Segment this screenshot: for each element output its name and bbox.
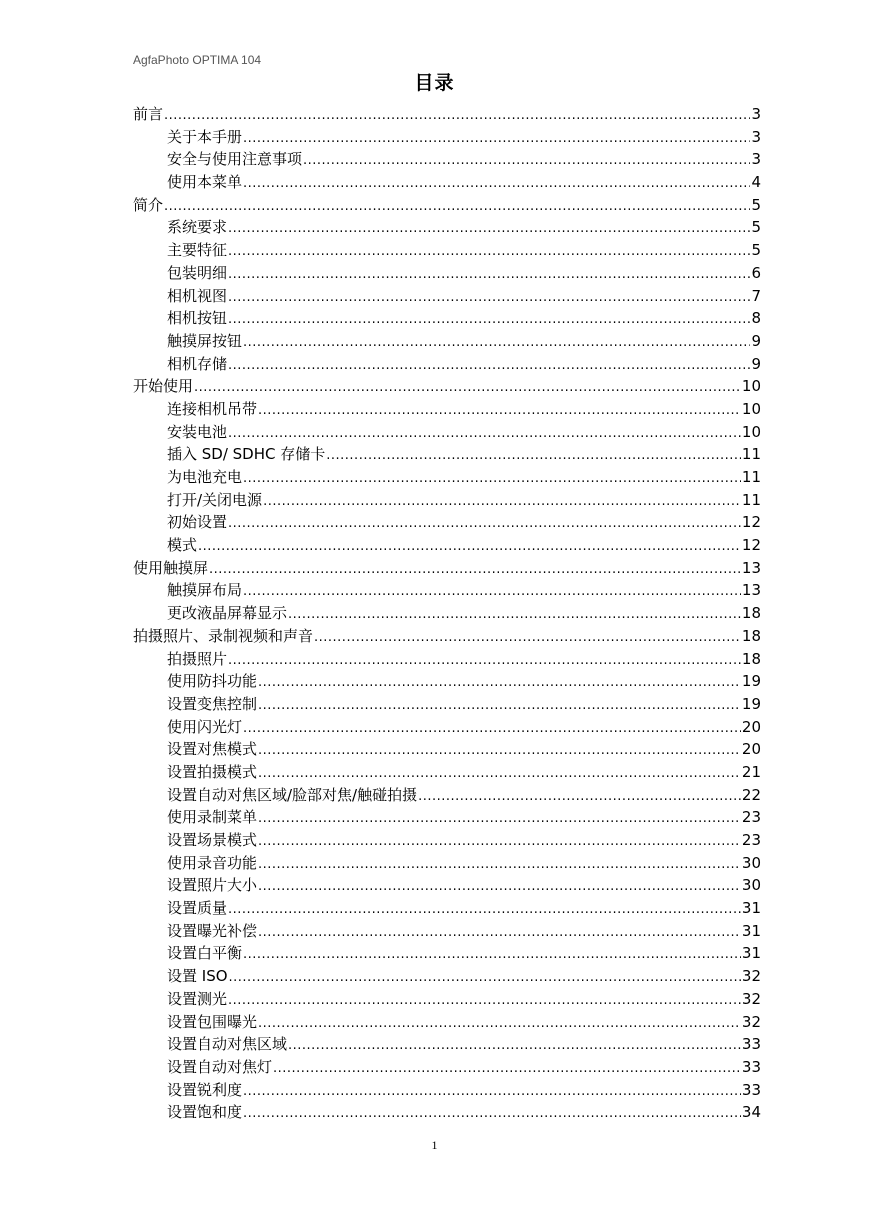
dot-leader <box>164 105 750 128</box>
dot-leader <box>228 355 750 378</box>
toc-entry-page: 5 <box>751 241 761 260</box>
toc-entry-label: 设置自动对焦区域/脸部对焦/触碰拍摄 <box>167 785 418 804</box>
dot-leader <box>258 672 741 695</box>
toc-entry-label: 前言 <box>133 105 164 123</box>
dot-leader <box>258 831 741 854</box>
dot-leader <box>273 1058 741 1081</box>
toc-entry[interactable] <box>133 920 761 943</box>
toc-entry-page: 18 <box>741 626 761 645</box>
toc-entry-page: 9 <box>751 331 761 350</box>
toc-entry-page: 9 <box>751 354 761 373</box>
toc-entry-label: 设置自动对焦灯 <box>167 1057 273 1076</box>
toc-entry-label: 插入 SD/ SDHC 存储卡 <box>167 445 326 464</box>
toc-entry[interactable] <box>133 761 761 784</box>
dot-leader <box>243 468 741 491</box>
dot-leader <box>326 445 741 468</box>
toc-entry[interactable] <box>133 625 761 648</box>
dot-leader <box>228 218 750 241</box>
toc-entry[interactable] <box>133 1079 761 1102</box>
running-header: AgfaPhoto OPTIMA 104 <box>133 53 262 67</box>
toc-entry[interactable] <box>133 466 761 489</box>
dot-leader <box>288 604 741 627</box>
toc-entry-page: 3 <box>751 127 761 146</box>
dot-leader <box>243 1103 741 1126</box>
page-number: 1 <box>431 1138 438 1152</box>
dot-leader <box>258 400 741 423</box>
toc-entry-page: 18 <box>741 649 761 668</box>
toc-entry-page: 20 <box>741 740 761 759</box>
toc-entry[interactable] <box>133 285 761 308</box>
table-of-contents <box>133 103 761 1124</box>
toc-entry[interactable] <box>133 126 761 149</box>
toc-entry-label: 设置照片大小 <box>167 876 258 895</box>
toc-entry-label: 相机存储 <box>167 354 228 373</box>
toc-entry-label: 打开/关闭电源 <box>167 490 263 509</box>
toc-entry[interactable] <box>133 1056 761 1079</box>
toc-entry[interactable] <box>133 670 761 693</box>
toc-entry-page: 12 <box>741 536 761 555</box>
toc-entry[interactable] <box>133 806 761 829</box>
toc-entry[interactable] <box>133 148 761 171</box>
toc-entry[interactable] <box>133 716 761 739</box>
toc-entry-page: 11 <box>741 468 761 486</box>
toc-entry-label: 使用录音功能 <box>167 853 258 872</box>
toc-entry-label: 设置饱和度 <box>167 1103 243 1122</box>
toc-entry-label: 拍摄照片、录制视频和声音 <box>133 626 314 645</box>
toc-entry-label: 开始使用 <box>133 377 194 396</box>
dot-leader <box>258 854 741 877</box>
toc-entry[interactable] <box>133 330 761 353</box>
toc-entry-label: 设置场景模式 <box>167 831 258 849</box>
toc-entry-label: 设置锐利度 <box>167 1080 243 1099</box>
toc-entry-label: 使用触摸屏 <box>133 558 209 577</box>
toc-entry-label: 关于本手册 <box>167 127 243 146</box>
toc-entry[interactable] <box>133 1033 761 1056</box>
toc-entry[interactable] <box>133 307 761 330</box>
toc-entry[interactable] <box>133 693 761 716</box>
toc-entry-label: 使用本菜单 <box>167 173 243 192</box>
dot-leader <box>228 264 750 287</box>
toc-entry-label: 为电池充电 <box>167 468 243 486</box>
toc-entry[interactable] <box>133 262 761 285</box>
toc-entry-page: 13 <box>741 581 761 600</box>
dot-leader <box>258 695 741 718</box>
toc-entry[interactable] <box>133 738 761 761</box>
toc-entry-label: 安全与使用注意事项 <box>167 150 303 169</box>
toc-entry-page: 10 <box>741 422 761 441</box>
toc-entry-label: 设置质量 <box>167 899 228 918</box>
dot-leader <box>303 150 750 173</box>
toc-entry[interactable] <box>133 988 761 1011</box>
toc-entry-label: 设置 ISO <box>167 967 228 986</box>
toc-entry-label: 设置变焦控制 <box>167 694 258 713</box>
toc-entry-label: 安装电池 <box>167 422 228 441</box>
toc-entry-label: 设置自动对焦区域 <box>167 1035 288 1054</box>
dot-leader <box>258 808 741 831</box>
dot-leader <box>258 876 741 899</box>
dot-leader <box>243 332 750 355</box>
toc-entry[interactable] <box>133 1011 761 1034</box>
dot-leader <box>243 718 741 741</box>
toc-entry-page: 10 <box>741 377 761 396</box>
toc-entry-label: 连接相机吊带 <box>167 399 258 418</box>
dot-leader <box>258 763 741 786</box>
dot-leader <box>228 990 741 1013</box>
toc-entry-page: 30 <box>741 853 761 872</box>
toc-entry-label: 相机视图 <box>167 286 228 305</box>
dot-leader <box>194 377 741 400</box>
toc-entry-page: 18 <box>741 604 761 623</box>
dot-leader <box>229 967 741 990</box>
toc-entry[interactable] <box>133 942 761 965</box>
toc-entry-page: 33 <box>741 1057 761 1076</box>
toc-entry-page: 32 <box>741 967 761 986</box>
toc-entry-page: 31 <box>741 899 761 918</box>
toc-entry-page: 22 <box>741 785 761 804</box>
toc-entry-page: 21 <box>741 762 761 781</box>
toc-entry-page: 34 <box>741 1103 761 1122</box>
toc-entry-page: 3 <box>751 105 761 123</box>
toc-entry-page: 33 <box>741 1035 761 1054</box>
toc-entry[interactable] <box>133 216 761 239</box>
toc-entry-page: 31 <box>741 921 761 940</box>
toc-entry-label: 相机按钮 <box>167 309 228 328</box>
dot-leader <box>258 740 741 763</box>
toc-entry-label: 主要特征 <box>167 241 228 260</box>
dot-leader <box>209 559 741 582</box>
toc-entry-page: 20 <box>741 717 761 736</box>
toc-entry[interactable] <box>133 103 761 126</box>
dot-leader <box>258 1013 741 1036</box>
dot-leader <box>228 287 750 310</box>
toc-entry[interactable] <box>133 353 761 376</box>
dot-leader <box>263 491 741 514</box>
toc-entry-label: 更改液晶屏幕显示 <box>167 604 288 623</box>
toc-entry-page: 8 <box>751 309 761 328</box>
toc-entry-label: 拍摄照片 <box>167 649 228 668</box>
toc-entry-label: 包装明细 <box>167 263 228 282</box>
toc-entry-page: 23 <box>741 808 761 827</box>
toc-entry-page: 7 <box>751 286 761 305</box>
toc-entry-page: 32 <box>741 1012 761 1031</box>
dot-leader <box>243 1081 741 1104</box>
toc-entry[interactable] <box>133 398 761 421</box>
toc-entry-label: 设置曝光补偿 <box>167 921 258 940</box>
toc-entry[interactable] <box>133 443 761 466</box>
toc-entry-page: 30 <box>741 876 761 895</box>
toc-entry-page: 11 <box>741 445 761 464</box>
toc-entry[interactable] <box>133 557 761 580</box>
dot-leader <box>243 581 741 604</box>
dot-leader <box>228 513 741 536</box>
toc-entry-label: 设置包围曝光 <box>167 1012 258 1031</box>
toc-entry-page: 19 <box>741 694 761 713</box>
toc-entry[interactable] <box>133 897 761 920</box>
toc-entry-label: 设置测光 <box>167 989 228 1008</box>
dot-leader <box>314 627 741 650</box>
toc-entry-label: 使用闪光灯 <box>167 717 243 736</box>
toc-entry-page: 13 <box>741 558 761 577</box>
dot-leader <box>198 536 741 559</box>
toc-entry[interactable] <box>133 579 761 602</box>
dot-leader <box>228 423 741 446</box>
toc-entry-label: 初始设置 <box>167 513 228 532</box>
toc-entry[interactable] <box>133 874 761 897</box>
toc-entry[interactable] <box>133 648 761 671</box>
dot-leader <box>228 650 741 673</box>
toc-entry-label: 模式 <box>167 536 198 555</box>
toc-entry-label: 使用防抖功能 <box>167 672 258 691</box>
toc-entry[interactable] <box>133 1101 761 1124</box>
toc-entry-label: 设置白平衡 <box>167 944 243 963</box>
toc-entry[interactable] <box>133 965 761 988</box>
dot-leader <box>288 1035 741 1058</box>
toc-entry-label: 使用录制菜单 <box>167 808 258 827</box>
toc-entry-page: 10 <box>741 399 761 418</box>
toc-entry-label: 触摸屏按钮 <box>167 331 243 350</box>
toc-entry[interactable] <box>133 784 761 807</box>
toc-entry-page: 12 <box>741 513 761 532</box>
toc-entry[interactable] <box>133 602 761 625</box>
toc-entry-page: 3 <box>751 150 761 169</box>
dot-leader <box>243 128 750 151</box>
toc-entry-page: 4 <box>751 173 761 192</box>
toc-entry-page: 19 <box>741 672 761 691</box>
dot-leader <box>164 196 750 219</box>
toc-entry[interactable] <box>133 489 761 512</box>
toc-entry[interactable] <box>133 829 761 852</box>
toc-entry[interactable] <box>133 421 761 444</box>
toc-entry[interactable] <box>133 194 761 217</box>
dot-leader <box>228 309 750 332</box>
toc-entry[interactable] <box>133 171 761 194</box>
page-title: 目录 <box>414 72 455 94</box>
toc-entry-page: 32 <box>741 989 761 1008</box>
dot-leader <box>243 173 750 196</box>
toc-entry-page: 5 <box>751 218 761 237</box>
toc-entry-page: 5 <box>751 195 761 214</box>
toc-entry-page: 23 <box>741 831 761 849</box>
toc-entry-label: 触摸屏布局 <box>167 581 243 600</box>
dot-leader <box>228 241 750 264</box>
toc-entry[interactable] <box>133 852 761 875</box>
toc-entry-label: 系统要求 <box>167 218 228 237</box>
toc-entry[interactable] <box>133 511 761 534</box>
toc-entry[interactable] <box>133 239 761 262</box>
toc-entry-page: 33 <box>741 1080 761 1099</box>
toc-entry-page: 6 <box>751 263 761 282</box>
toc-entry-page: 31 <box>741 944 761 963</box>
toc-entry-page: 11 <box>741 490 761 509</box>
dot-leader <box>228 899 741 922</box>
toc-entry-label: 简介 <box>133 195 164 214</box>
dot-leader <box>418 786 741 809</box>
toc-entry-label: 设置拍摄模式 <box>167 762 258 781</box>
dot-leader <box>258 922 741 945</box>
toc-entry[interactable] <box>133 375 761 398</box>
dot-leader <box>243 944 741 967</box>
toc-entry-label: 设置对焦模式 <box>167 740 258 759</box>
toc-entry[interactable] <box>133 534 761 557</box>
